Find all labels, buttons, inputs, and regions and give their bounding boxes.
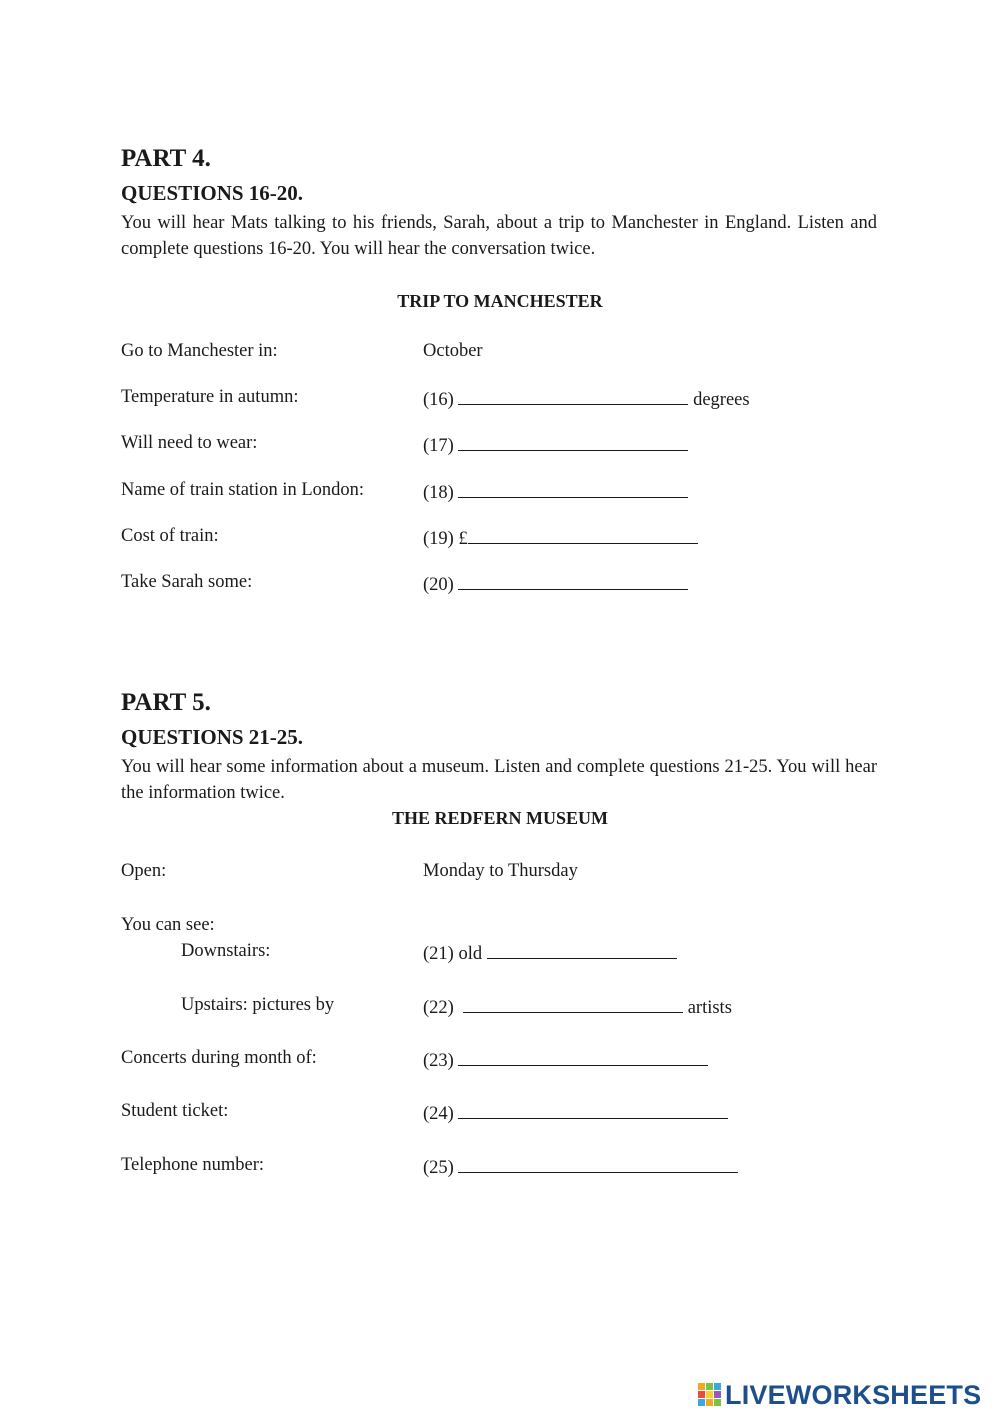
answer-number: (25) [423, 1158, 454, 1178]
answer-number: (22) [423, 998, 454, 1018]
row-label: Student ticket: [121, 1101, 229, 1121]
row-label: Concerts during month of: [121, 1048, 317, 1068]
part5-section-title: THE REDFERN MUSEUM [391, 808, 608, 828]
liveworksheets-icon [697, 1382, 723, 1408]
row-label: Cost of train: [121, 526, 219, 546]
answer-suffix: artists [687, 998, 732, 1018]
answer-21-blank[interactable] [487, 941, 677, 959]
row-label: Downstairs: [181, 941, 271, 961]
answer-25-blank[interactable] [458, 1155, 738, 1173]
part4-instructions: You will hear Mats talking to his friends, Sarah, about a trip to Manchester in England. Listen and complete questions 16-20. You will hear the conversation twice. [121, 213, 877, 259]
answer-16-blank[interactable] [458, 387, 688, 405]
row-label: Take Sarah some: [121, 572, 253, 592]
answer-20-blank[interactable] [458, 572, 688, 590]
row-label: Open: [121, 861, 167, 881]
answer-number: (24) [423, 1104, 454, 1124]
answer-17-blank[interactable] [458, 433, 688, 451]
part4-questions-heading: QUESTIONS 16-20. [121, 181, 304, 205]
liveworksheets-logo [697, 1378, 981, 1412]
part5-instructions: You will hear some information about a museum. Listen and complete questions 21-25. You will hear the information twice. [121, 757, 877, 803]
answer-22-blank[interactable] [463, 995, 683, 1013]
row-value: October [423, 341, 483, 361]
answer-number: (23) [423, 1051, 454, 1071]
answer-23-blank[interactable] [458, 1048, 708, 1066]
answer-number: (18) [423, 483, 454, 503]
answer-number: (21) old [423, 944, 483, 964]
logo-text: LIVEWORKSHEETS [725, 1379, 982, 1410]
row-label: Telephone number: [121, 1155, 265, 1175]
answer-number: (20) [423, 575, 454, 595]
row-value: Monday to Thursday [423, 861, 578, 881]
row-label: Name of train station in London: [121, 480, 365, 500]
answer-18-blank[interactable] [458, 480, 688, 498]
answer-suffix: degrees [693, 390, 750, 410]
row-label: Upstairs: pictures by [181, 995, 335, 1015]
part5-title: PART 5. [121, 689, 211, 716]
row-label: Will need to wear: [121, 433, 258, 453]
row-label: You can see: [121, 915, 215, 935]
answer-number: (16) [423, 390, 454, 410]
answer-number: (19) £ [423, 529, 468, 549]
answer-24-blank[interactable] [458, 1101, 728, 1119]
row-label: Go to Manchester in: [121, 341, 278, 361]
answer-19-blank[interactable] [468, 526, 698, 544]
answer-number: (17) [423, 436, 454, 456]
part4-section-title: TRIP TO MANCHESTER [397, 291, 603, 311]
part4-title: PART 4. [121, 145, 211, 172]
row-label: Temperature in autumn: [121, 387, 299, 407]
part5-questions-heading: QUESTIONS 21-25. [121, 725, 304, 749]
